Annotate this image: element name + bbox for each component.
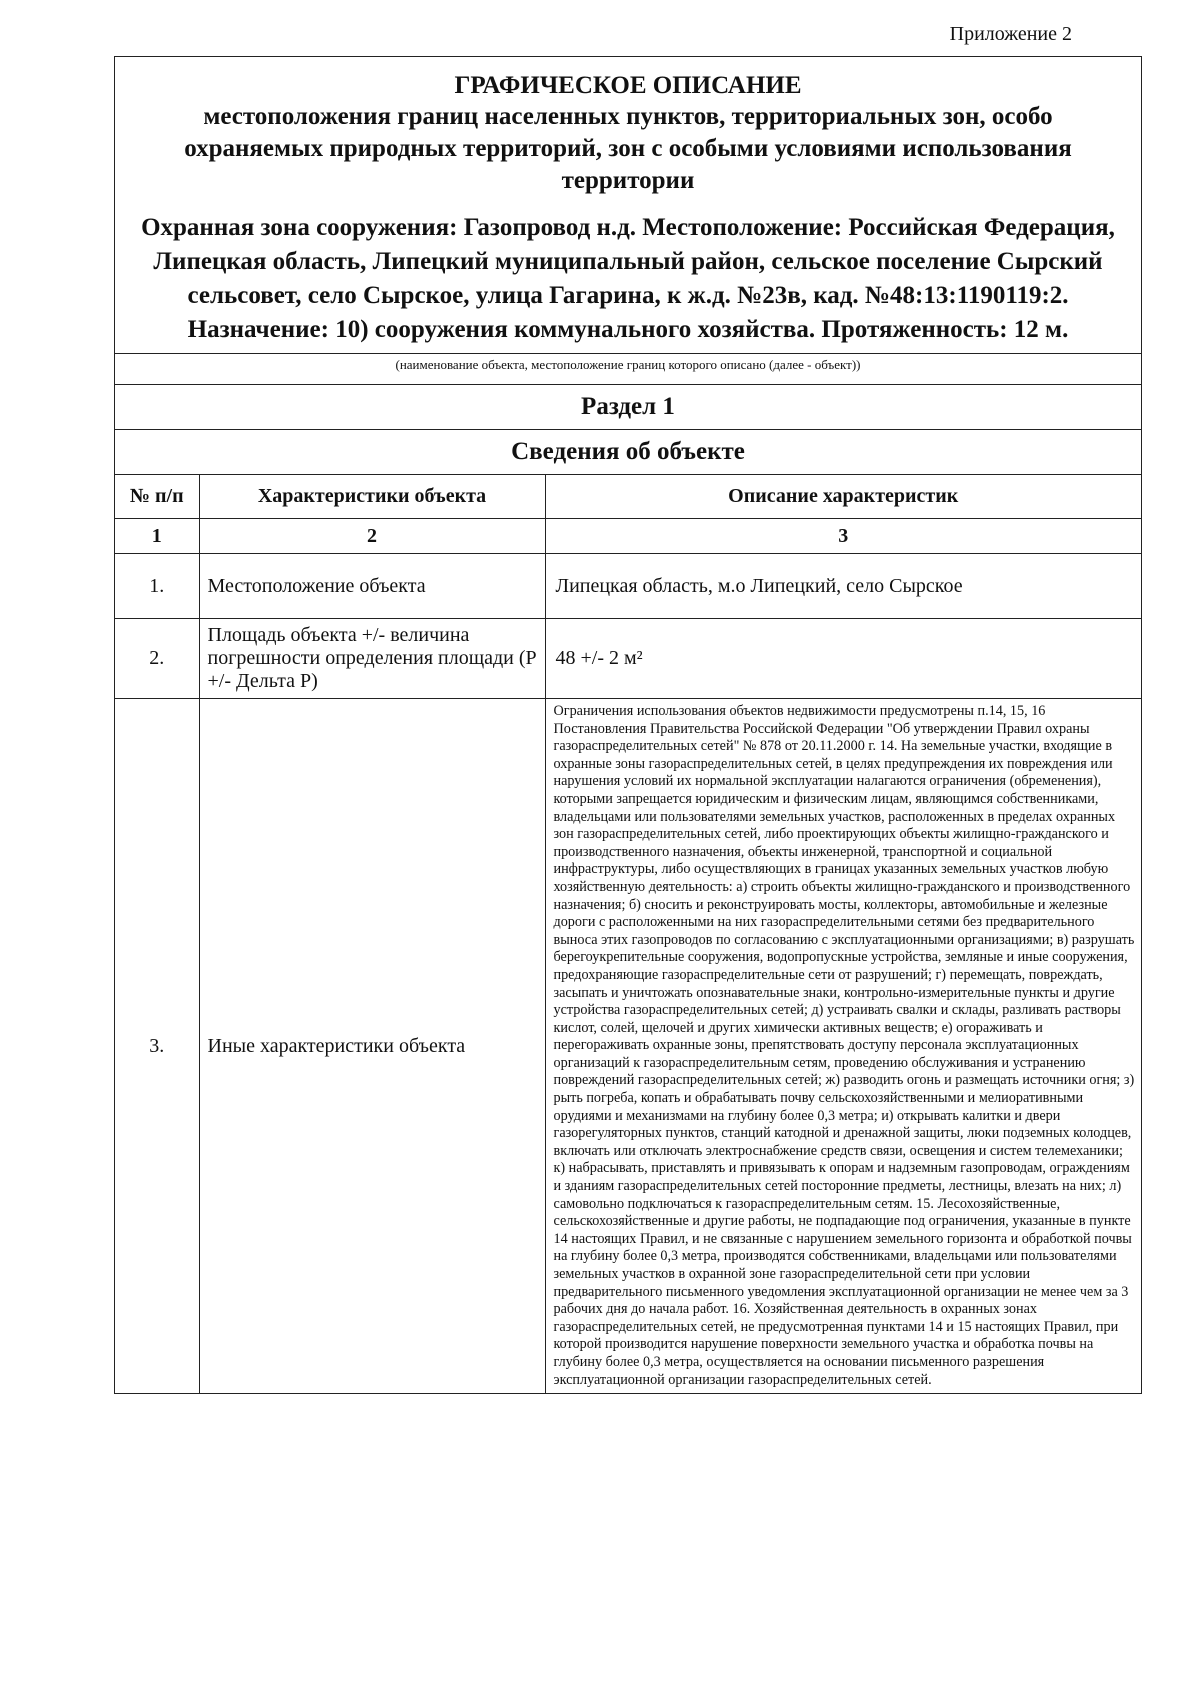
- header-block: [115, 57, 1141, 354]
- appendix-label: Приложение 2: [949, 23, 1072, 45]
- column-header: № п/п: [115, 475, 199, 519]
- section-title: Сведения об объекте: [115, 430, 1141, 475]
- section-number: Раздел 1: [115, 385, 1141, 430]
- table-header-row: [115, 475, 1141, 519]
- table-row: [115, 699, 1141, 1394]
- row-description: Ограничения использования объектов недвижимости предусмотрены п.14, 15, 16 Постановления Правительства Российской Федерации "Об утверждении Правил охраны газораспределительных сетей" № 878 от 20.11.2000 г. 14. На земельные участки, входящие в охранные зоны газораспределительных сетей, в целях предупреждения их повреждения или нарушения условий их нормальной эксплуатации налагаются ограничения (обременения), которыми запрещается юридическим и физическим лицам, являющимся собственниками, владельцами или пользователями земельных участков, расположенных в пределах охранных зон газораспределительных сетей, либо проектирующих объекты жилищно-гражданского и производственного назначения, объекты инженерной, транспортной и социальной инфраструктуры, либо осуществляющих в границах указанных земельных участков любую хозяйственную деятельность: а) строить объекты жилищно-гражданского и производственного назначения; б) сносить и реконструировать мосты, коллекторы, автомобильные и железные дороги с расположенными на них газораспределительными сетями без предварительного выноса этих газопроводов по согласованию с эксплуатационными организациями; в) разрушать берегоукрепительные сооружения, водопропускные устройства, земляные и иные сооружения, предохраняющие газораспределительные сети от разрушений; г) перемещать, повреждать, засыпать и уничтожать опознавательные знаки, контрольно-измерительные пункты и другие устройства газораспределительных сетей; д) устраивать свалки и склады, разливать растворы кислот, солей, щелочей и других химически активных веществ; е) огораживать и перегораживать охранные зоны, препятствовать доступу персонала эксплуатационных организаций к газораспределительным сетям, проведению обслуживания и устранению повреждений газораспределительных сетей; ж) разводить огонь и размещать источники огня; з) рыть погреба, копать и обрабатывать почву сельскохозяйственными и мелиоративными орудиями и механизмами на глубину более 0,3 метра; и) открывать калитки и двери газорегуляторных пунктов, станций катодной и дренажной защиты, люки подземных колодцев, включать или отключать электроснабжение средств связи, освещения и систем телемеханики; к) набрасывать, приставлять и привязывать к опорам и надземным газопроводам, ограждениям и зданиям газораспределительных сетей посторонние предметы, лестницы, влезать на них; л) самовольно подключаться к газораспределительным сетям. 15. Лесохозяйственные, сельскохозяйственные и другие работы, не подпадающие под ограничения, указанные в пункте 14 настоящих Правил, и не связанные с нарушением земельного горизонта и обработкой почвы на глубину более 0,3 метра, производятся собственниками, владельцами или пользователями земельных участков в охранной зоне газораспределительной сети при условии предварительного письменного уведомления эксплуатационной организации не менее чем за 3 рабочих дня до начала работ. 16. Хозяйственная деятельность в охранных зонах газораспределительных сетей, не предусмотренная пунктами 14 и 15 настоящих Правил, при которой производится нарушение поверхности земельного участка и обработка почвы на глубину более 0,3 метра, осуществляется на основании письменного разрешения эксплуатационной организации газораспределительных сетей.: [545, 699, 1141, 1394]
- column-number-row: [115, 519, 1141, 554]
- row-description: 48 +/- 2 м²: [545, 619, 1141, 699]
- document-subtitle: местоположения границ населенных пунктов, территориальных зон, особо охраняемых природных территорий, зон с особыми условиями использования территории: [184, 103, 1072, 194]
- document-frame: [114, 56, 1142, 1394]
- column-number: 3: [545, 519, 1141, 554]
- column-header: Описание характеристик: [545, 475, 1141, 519]
- object-caption: (наименование объекта, местоположение границ которого описано (далее - объект)): [115, 354, 1141, 385]
- row-description: Липецкая область, м.о Липецкий, село Сырское: [545, 554, 1141, 619]
- column-number: 1: [115, 519, 199, 554]
- row-number: 1.: [115, 554, 199, 619]
- column-header: Характеристики объекта: [199, 475, 545, 519]
- row-characteristic: Местоположение объекта: [199, 554, 545, 619]
- table-row: [115, 554, 1141, 619]
- column-number: 2: [199, 519, 545, 554]
- row-number: 3.: [115, 699, 199, 1394]
- document-title: ГРАФИЧЕСКОЕ ОПИСАНИЕ: [454, 72, 802, 99]
- object-description: Охранная зона сооружения: Газопровод н.д. Местоположение: Российская Федерация, Липецкая область, Липецкий муниципальный район, сельское поселение Сырский сельсовет, село Сырское, улица Гагарина, к ж.д. №23в, кад. №48:13:1190119:2. Назначение: 10) сооружения коммунального хозяйства. Протяженность: 12 м.: [141, 214, 1115, 343]
- row-characteristic: Иные характеристики объекта: [199, 699, 545, 1394]
- table-row: [115, 619, 1141, 699]
- row-number: 2.: [115, 619, 199, 699]
- object-info-table: [115, 475, 1141, 1393]
- row-characteristic: Площадь объекта +/- величина погрешности определения площади (P +/- Дельта P): [199, 619, 545, 699]
